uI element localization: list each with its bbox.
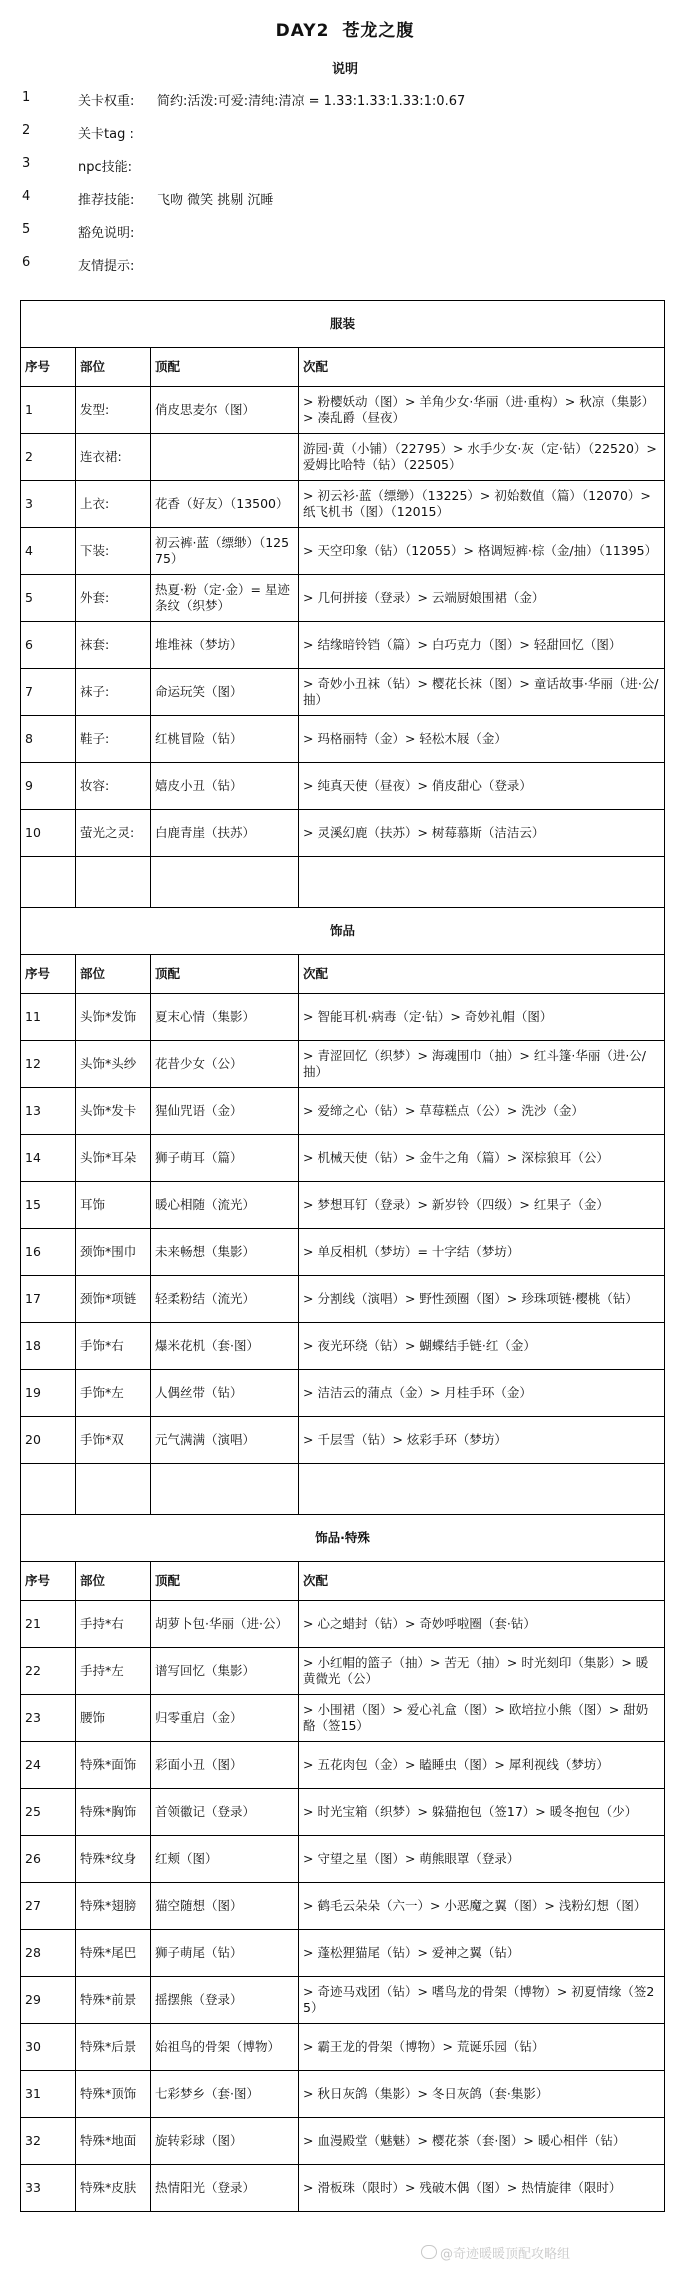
row-alternatives: > 千层雪（钻）> 炫彩手环（梦坊） (299, 1417, 665, 1464)
note-row (0, 84, 690, 117)
note-number: 2 (22, 123, 31, 138)
row-alternatives: > 五花肉包（金）> 瞌睡虫（图）> 犀利视线（梦坊） (299, 1742, 665, 1789)
row-alternatives: > 灵溪幻鹿（扶苏）> 树莓慕斯（洁洁云） (299, 810, 665, 857)
row-alternatives: > 粉樱妖动（图）> 羊角少女·华丽（进·重构）> 秋凉（集影）> 凑乱爵（昼夜） (299, 387, 665, 434)
blank-row (21, 1464, 665, 1515)
row-alternatives: > 鹤毛云朵朵（六一）> 小恶魔之翼（图）> 浅粉幻想（图） (299, 1883, 665, 1930)
row-part: 特殊*后景 (76, 2024, 151, 2071)
row-top-pick: 始祖鸟的骨架（博物） (151, 2024, 299, 2071)
row-top-pick: 人偶丝带（钻） (151, 1370, 299, 1417)
note-row (0, 249, 690, 282)
row-top-pick: 白鹿青崖（扶苏） (151, 810, 299, 857)
note-value: 简约:活泼:可爱:清纯:清凉 = 1.33:1.33:1.33:1:0.67 (157, 94, 466, 109)
row-alternatives: > 洁洁云的蒲点（金）> 月桂手环（金） (299, 1370, 665, 1417)
row-part: 发型: (76, 387, 151, 434)
table-row (21, 669, 665, 716)
row-part: 手饰*双 (76, 1417, 151, 1464)
row-number: 27 (21, 1883, 76, 1930)
watermark (421, 2243, 570, 2262)
row-part: 袜套: (76, 622, 151, 669)
row-number: 29 (21, 1977, 76, 2024)
row-top-pick: 命运玩笑（图） (151, 669, 299, 716)
note-row (0, 183, 690, 216)
row-number: 20 (21, 1417, 76, 1464)
row-number: 1 (21, 387, 76, 434)
note-number: 3 (22, 156, 31, 171)
row-part: 特殊*地面 (76, 2118, 151, 2165)
row-number: 30 (21, 2024, 76, 2071)
column-header-next: 次配 (299, 955, 665, 994)
blank-cell (151, 1464, 299, 1515)
table-row (21, 2165, 665, 2212)
row-top-pick: 花昔少女（公） (151, 1041, 299, 1088)
row-number: 15 (21, 1182, 76, 1229)
row-part: 袜子: (76, 669, 151, 716)
day-code: DAY2 (275, 21, 330, 41)
row-part: 特殊*面饰 (76, 1742, 151, 1789)
row-alternatives: > 小红帽的篮子（抽）> 苦无（抽）> 时光刻印（集影）> 暖黄微光（公） (299, 1648, 665, 1695)
row-number: 18 (21, 1323, 76, 1370)
table-row (21, 1041, 665, 1088)
section-title: 饰品·特殊 (21, 1515, 665, 1562)
row-alternatives: > 青涩回忆（织梦）> 海魂围巾（抽）> 红斗篷·华丽（进·公/抽） (299, 1041, 665, 1088)
column-header-next: 次配 (299, 348, 665, 387)
row-top-pick: 俏皮思麦尔（图） (151, 387, 299, 434)
row-number: 26 (21, 1836, 76, 1883)
row-part: 头饰*耳朵 (76, 1135, 151, 1182)
table-row (21, 1601, 665, 1648)
row-part: 特殊*尾巴 (76, 1930, 151, 1977)
note-number: 5 (22, 222, 31, 237)
row-part: 头饰*发卡 (76, 1088, 151, 1135)
table-row (21, 622, 665, 669)
row-number: 23 (21, 1695, 76, 1742)
column-header-top: 顶配 (151, 348, 299, 387)
row-part: 上衣: (76, 481, 151, 528)
row-alternatives: > 单反相机（梦坊）= 十字结（梦坊） (299, 1229, 665, 1276)
row-top-pick: 初云裤·蓝（缥缈）（12575） (151, 528, 299, 575)
row-part: 手饰*左 (76, 1370, 151, 1417)
row-top-pick: 红桃冒险（钻） (151, 716, 299, 763)
row-part: 颈饰*项链 (76, 1276, 151, 1323)
row-number: 5 (21, 575, 76, 622)
table-row (21, 528, 665, 575)
table-row (21, 1229, 665, 1276)
blank-cell (76, 857, 151, 908)
row-part: 萤光之灵: (76, 810, 151, 857)
row-alternatives: > 梦想耳钉（登录）> 新岁铃（四级）> 红果子（金） (299, 1182, 665, 1229)
section-title: 服装 (21, 301, 665, 348)
note-label: 关卡权重: (78, 94, 135, 109)
row-part: 妆容: (76, 763, 151, 810)
row-top-pick: 旋转彩球（图） (151, 2118, 299, 2165)
column-header-row (21, 955, 665, 994)
row-alternatives: > 守望之星（图）> 萌熊眼罩（登录） (299, 1836, 665, 1883)
table-row (21, 2118, 665, 2165)
row-number: 2 (21, 434, 76, 481)
blank-cell (299, 857, 665, 908)
row-alternatives: > 夜光环绕（钻）> 蝴蝶结手链·红（金） (299, 1323, 665, 1370)
row-top-pick: 七彩梦乡（套·图） (151, 2071, 299, 2118)
table-row (21, 1695, 665, 1742)
row-top-pick: 热情阳光（登录） (151, 2165, 299, 2212)
table-row (21, 1135, 665, 1182)
level-name: 苍龙之腹 (342, 21, 415, 41)
note-number: 1 (22, 90, 31, 105)
row-alternatives: > 几何拼接（登录）> 云端厨娘围裙（金） (299, 575, 665, 622)
row-number: 8 (21, 716, 76, 763)
row-top-pick: 归零重启（金） (151, 1695, 299, 1742)
row-number: 21 (21, 1601, 76, 1648)
row-top-pick: 狮子萌尾（钻） (151, 1930, 299, 1977)
row-number: 19 (21, 1370, 76, 1417)
row-part: 鞋子: (76, 716, 151, 763)
row-top-pick: 爆米花机（套·图） (151, 1323, 299, 1370)
row-alternatives: > 蓬松狸猫尾（钻）> 爱神之翼（钻） (299, 1930, 665, 1977)
table-row (21, 2071, 665, 2118)
row-part: 颈饰*围巾 (76, 1229, 151, 1276)
row-number: 10 (21, 810, 76, 857)
row-part: 头饰*头纱 (76, 1041, 151, 1088)
note-label: 友情提示: (78, 259, 135, 274)
row-number: 14 (21, 1135, 76, 1182)
table-row (21, 1088, 665, 1135)
row-part: 特殊*皮肤 (76, 2165, 151, 2212)
row-part: 头饰*发饰 (76, 994, 151, 1041)
blank-row (21, 857, 665, 908)
row-part: 下装: (76, 528, 151, 575)
note-number: 6 (22, 255, 31, 270)
row-part: 连衣裙: (76, 434, 151, 481)
row-part: 特殊*胸饰 (76, 1789, 151, 1836)
row-top-pick: 猩仙咒语（金） (151, 1088, 299, 1135)
row-alternatives: > 机械天使（钻）> 金牛之角（篇）> 深棕狼耳（公） (299, 1135, 665, 1182)
table-row (21, 575, 665, 622)
row-alternatives: > 时光宝箱（织梦）> 躲猫抱包（签17）> 暖冬抱包（少） (299, 1789, 665, 1836)
note-label: 推荐技能: (78, 193, 135, 208)
row-alternatives: > 智能耳机·病毒（定·钻）> 奇妙礼帽（图） (299, 994, 665, 1041)
row-top-pick: 堆堆袜（梦坊） (151, 622, 299, 669)
row-number: 31 (21, 2071, 76, 2118)
column-header-top: 顶配 (151, 955, 299, 994)
row-number: 33 (21, 2165, 76, 2212)
note-label: 关卡tag : (78, 127, 134, 142)
row-alternatives: > 初云衫·蓝（缥缈）（13225）> 初始数值（篇）（12070）> 纸飞机书（图）（12015） (299, 481, 665, 528)
row-number: 22 (21, 1648, 76, 1695)
row-part: 耳饰 (76, 1182, 151, 1229)
column-header-row (21, 348, 665, 387)
table-row (21, 1789, 665, 1836)
row-top-pick: 狮子萌耳（篇） (151, 1135, 299, 1182)
row-number: 13 (21, 1088, 76, 1135)
note-row (0, 117, 690, 150)
row-alternatives: > 秋日灰鸽（集影）> 冬日灰鸽（套·集影） (299, 2071, 665, 2118)
notes-heading: 说明 (331, 62, 358, 77)
row-top-pick: 胡萝卜包·华丽（进·公） (151, 1601, 299, 1648)
table-row (21, 481, 665, 528)
column-header-next: 次配 (299, 1562, 665, 1601)
table-row (21, 1182, 665, 1229)
row-alternatives: > 小围裙（图）> 爱心礼盒（图）> 欧培拉小熊（图）> 甜奶酪（签15） (299, 1695, 665, 1742)
notes-list (0, 84, 690, 282)
table-row (21, 1648, 665, 1695)
row-alternatives: > 奇妙小丑袜（钻）> 樱花长袜（图）> 童话故事·华丽（进·公/抽） (299, 669, 665, 716)
section-title: 饰品 (21, 908, 665, 955)
row-alternatives: > 滑板珠（限时）> 残破木偶（图）> 热情旋律（限时） (299, 2165, 665, 2212)
row-top-pick: 嬉皮小丑（钻） (151, 763, 299, 810)
row-alternatives: > 爱缔之心（钻）> 草莓糕点（公）> 洗沙（金） (299, 1088, 665, 1135)
row-top-pick: 花香（好友）（13500） (151, 481, 299, 528)
row-top-pick: 谱写回忆（集影） (151, 1648, 299, 1695)
row-top-pick (151, 434, 299, 481)
row-alternatives: > 霸王龙的骨架（博物）> 荒诞乐园（钻） (299, 2024, 665, 2071)
row-alternatives: > 玛格丽特（金）> 轻松木屐（金） (299, 716, 665, 763)
table-row (21, 434, 665, 481)
blank-cell (299, 1464, 665, 1515)
row-top-pick: 红颊（图） (151, 1836, 299, 1883)
row-part: 外套: (76, 575, 151, 622)
table-row (21, 1370, 665, 1417)
table-row (21, 1742, 665, 1789)
column-header-part: 部位 (76, 955, 151, 994)
row-number: 3 (21, 481, 76, 528)
row-number: 32 (21, 2118, 76, 2165)
row-part: 特殊*顶饰 (76, 2071, 151, 2118)
row-part: 特殊*前景 (76, 1977, 151, 2024)
row-part: 腰饰 (76, 1695, 151, 1742)
row-number: 6 (21, 622, 76, 669)
blank-cell (76, 1464, 151, 1515)
row-alternatives: > 天空印象（钻）（12055）> 格调短裤·棕（金/抽）（11395） (299, 528, 665, 575)
table-row (21, 2024, 665, 2071)
outfit-table (20, 300, 665, 2212)
row-top-pick: 暖心相随（流光） (151, 1182, 299, 1229)
row-alternatives: > 奇迹马戏团（钻）> 嗜鸟龙的骨架（博物）> 初夏情缘（签25） (299, 1977, 665, 2024)
note-number: 4 (22, 189, 31, 204)
row-top-pick: 彩面小丑（图） (151, 1742, 299, 1789)
blank-cell (21, 1464, 76, 1515)
table-row (21, 1836, 665, 1883)
row-part: 特殊*翅膀 (76, 1883, 151, 1930)
section-header-row (21, 908, 665, 955)
row-number: 11 (21, 994, 76, 1041)
table-row (21, 810, 665, 857)
note-label: npc技能: (78, 160, 133, 175)
row-top-pick: 猫空随想（图） (151, 1883, 299, 1930)
note-label: 豁免说明: (78, 226, 135, 241)
row-top-pick: 首领徽记（登录） (151, 1789, 299, 1836)
table-row (21, 994, 665, 1041)
row-part: 手持*左 (76, 1648, 151, 1695)
row-top-pick: 元气满满（演唱） (151, 1417, 299, 1464)
table-row (21, 1977, 665, 2024)
column-header-no: 序号 (21, 955, 76, 994)
section-header-row (21, 301, 665, 348)
row-alternatives: > 心之蜡封（钻）> 奇妙呼啦圈（套·钻） (299, 1601, 665, 1648)
watermark-text: @奇迹暖暖顶配攻略组 (439, 2247, 570, 2262)
table-row (21, 1883, 665, 1930)
column-header-part: 部位 (76, 348, 151, 387)
weibo-icon (421, 2245, 437, 2259)
column-header-no: 序号 (21, 1562, 76, 1601)
row-alternatives: > 结缘暗铃铛（篇）> 白巧克力（图）> 轻甜回忆（图） (299, 622, 665, 669)
row-part: 手持*右 (76, 1601, 151, 1648)
note-value: 飞吻 微笑 挑剔 沉睡 (157, 193, 274, 208)
section-header-row (21, 1515, 665, 1562)
row-top-pick: 未来畅想（集影） (151, 1229, 299, 1276)
row-alternatives: 游园·黄（小铺）（22795）> 水手少女·灰（定·钻）（22520）> 爱姆比哈特（钻）（22505） (299, 434, 665, 481)
table-row (21, 1323, 665, 1370)
row-number: 16 (21, 1229, 76, 1276)
table-row (21, 1930, 665, 1977)
row-number: 9 (21, 763, 76, 810)
note-row (0, 150, 690, 183)
row-part: 手饰*右 (76, 1323, 151, 1370)
row-number: 7 (21, 669, 76, 716)
table-row (21, 1417, 665, 1464)
row-alternatives: > 分割线（演唱）> 野性颈圈（图）> 珍珠项链·樱桃（钻） (299, 1276, 665, 1323)
table-row (21, 1276, 665, 1323)
row-top-pick: 摇摆熊（登录） (151, 1977, 299, 2024)
table-row (21, 716, 665, 763)
row-top-pick: 轻柔粉结（流光） (151, 1276, 299, 1323)
column-header-top: 顶配 (151, 1562, 299, 1601)
row-part: 特殊*纹身 (76, 1836, 151, 1883)
row-number: 28 (21, 1930, 76, 1977)
note-row (0, 216, 690, 249)
blank-cell (21, 857, 76, 908)
row-top-pick: 热夏·粉（定·金）= 星迹条纹（织梦） (151, 575, 299, 622)
row-number: 24 (21, 1742, 76, 1789)
column-header-no: 序号 (21, 348, 76, 387)
blank-cell (151, 857, 299, 908)
table-row (21, 763, 665, 810)
column-header-row (21, 1562, 665, 1601)
row-alternatives: > 血漫殿堂（魅魅）> 樱花茶（套·图）> 暖心相伴（钻） (299, 2118, 665, 2165)
column-header-part: 部位 (76, 1562, 151, 1601)
row-number: 17 (21, 1276, 76, 1323)
row-number: 12 (21, 1041, 76, 1088)
page-title (0, 16, 690, 41)
row-number: 25 (21, 1789, 76, 1836)
table-row (21, 387, 665, 434)
row-alternatives: > 纯真天使（昼夜）> 俏皮甜心（登录） (299, 763, 665, 810)
row-number: 4 (21, 528, 76, 575)
row-top-pick: 夏末心情（集影） (151, 994, 299, 1041)
